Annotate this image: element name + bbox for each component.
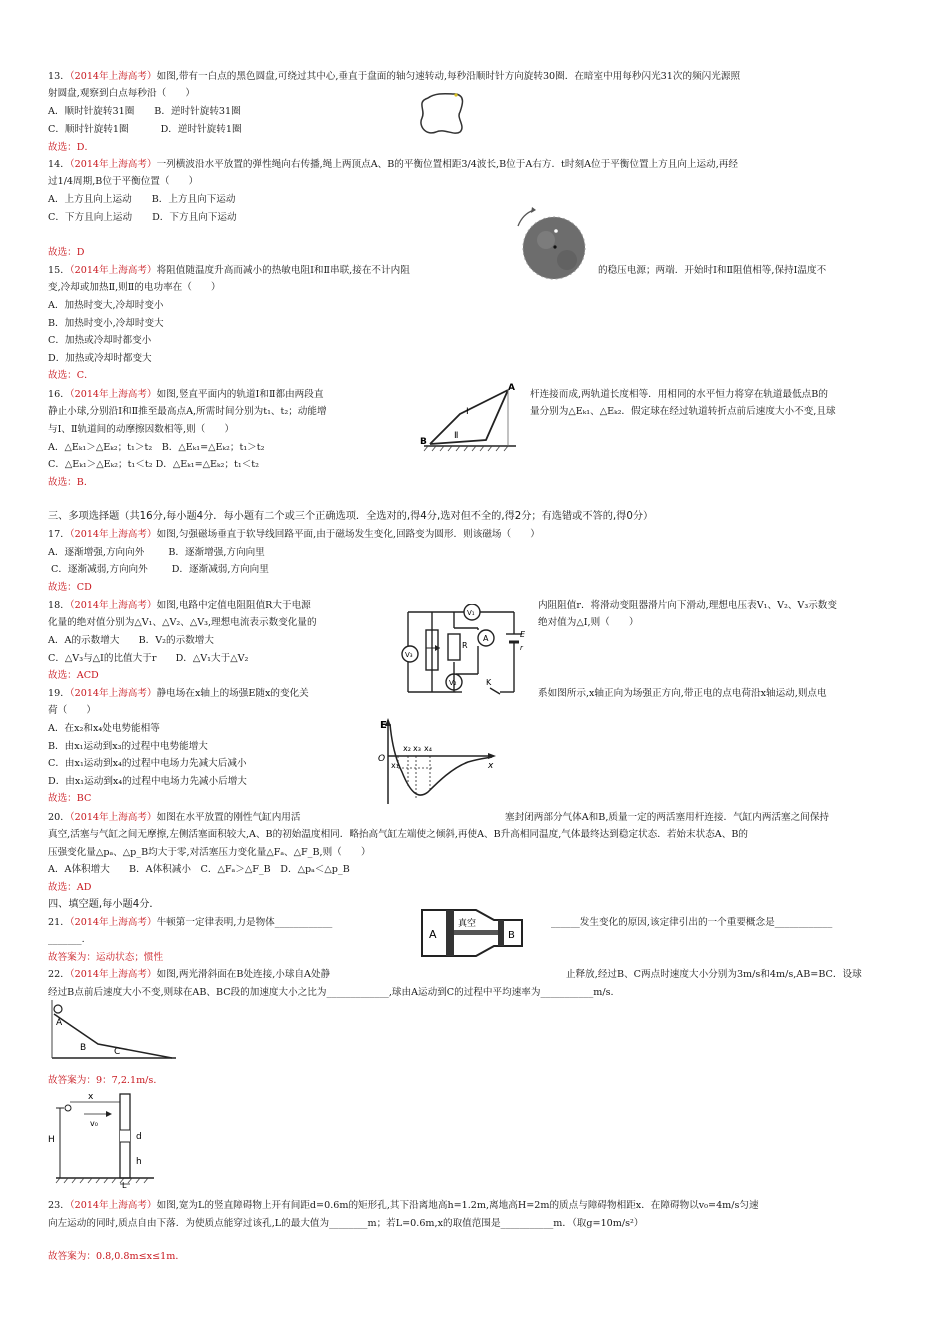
q20-stem-3: 压强变化量△pₐ、△p_B均大于零,对活塞压力变化量△Fₐ、△F_B,则（ ） bbox=[48, 847, 371, 858]
q22-fig-label-a: A bbox=[56, 1018, 63, 1028]
q20-source: （2014年上海高考） bbox=[69, 812, 157, 823]
q23-fig-label-v0: v₀ bbox=[90, 1119, 98, 1128]
cylinder-figure bbox=[418, 906, 530, 960]
q19-answer: 故选：BC bbox=[48, 793, 92, 804]
q18-options-ab: A．A的示数增大 B．V₂的示数增大 bbox=[48, 635, 214, 646]
q19-fig-label-x: x bbox=[488, 761, 494, 771]
q17-source: （2014年上海高考） bbox=[69, 529, 157, 540]
q18-num: 18． bbox=[48, 600, 70, 611]
q16-num: 16． bbox=[48, 389, 70, 400]
q15-option-d: D．加热或冷却时都变大 bbox=[48, 353, 152, 364]
q17-option-d: D．逐渐减弱,方向向里 bbox=[171, 564, 269, 575]
q21-num: 21． bbox=[48, 917, 70, 928]
q13-option-d: D．逆时针旋转1圈 bbox=[160, 124, 242, 135]
q18-fig-label-v3: V₃ bbox=[405, 651, 413, 659]
q15-stem-1b: 的稳压电源；两端．开始时Ⅰ和Ⅱ阻值相等,保持Ⅰ温度不 bbox=[598, 265, 827, 276]
q16-stem-3: 与Ⅰ、Ⅱ轨道间的动摩擦因数相等,则（ ） bbox=[48, 424, 235, 435]
q18-fig-label-k: K bbox=[486, 678, 492, 687]
q13-answer: 故选：D． bbox=[48, 142, 95, 153]
q18-fig-label-v2: V₂ bbox=[449, 679, 457, 687]
q17-line1 bbox=[48, 528, 540, 541]
q18-options-cd: C．△V₃与△I的比值大于r D．△V₁大于△V₂ bbox=[48, 653, 249, 664]
q17-option-b: B．逐渐增强,方向向里 bbox=[168, 547, 265, 558]
q20-num: 20． bbox=[48, 812, 70, 823]
q13-stem-2: 射圆盘,观察到白点每秒沿（ ） bbox=[48, 88, 195, 99]
q21-stem-1a: 牛顿第一定律表明,力是物体____________ bbox=[156, 917, 333, 928]
q14-option-a: A．上方且向上运动 bbox=[48, 194, 132, 205]
q14-stem-1: 一列横波沿水平放置的弹性绳向右传播,绳上两顶点A、B的平衡位置相距3/4波长,B位于A右方．t时刻A位于平衡位置上方且向上运动,再经 bbox=[156, 159, 738, 170]
q14-options-cd bbox=[48, 211, 237, 224]
obstacle-figure bbox=[46, 1090, 156, 1188]
q15-stem-2: 变,冷却或加热Ⅱ,则Ⅱ的电功率在（ ） bbox=[48, 282, 221, 293]
q22-source: （2014年上海高考） bbox=[69, 969, 157, 980]
q16-stem-2a: 静止小球,分别沿Ⅰ和Ⅱ推至最高点A,所需时间分别为t₁、t₂；动能增 bbox=[48, 406, 327, 417]
q18-stem-2a: 化量的绝对值分别为△V₁、△V₂、△V₃,理想电流表示数变化量的 bbox=[48, 617, 317, 628]
q14-options-ab bbox=[48, 193, 236, 206]
q16-fig-label-i: Ⅰ bbox=[466, 407, 469, 417]
q16-line1 bbox=[48, 388, 323, 401]
q16-fig-label-b: B bbox=[420, 437, 427, 447]
q19-num: 19． bbox=[48, 688, 70, 699]
rotating-disc-figure bbox=[512, 204, 588, 282]
q21-fig-label-a: A bbox=[429, 928, 437, 941]
q23-fig-label-h-big: H bbox=[48, 1135, 55, 1145]
q20-stem-1a: 如图在水平放置的刚性气缸内用活 bbox=[156, 812, 301, 823]
e-x-graph-figure bbox=[374, 716, 500, 808]
q16-options-ab: A．△Eₖ₁＞△Eₖ₂；t₁＞t₂ B．△Eₖ₁=△Eₖ₂；t₁＞t₂ bbox=[48, 442, 265, 453]
q13-source: （2014年上海高考） bbox=[69, 71, 157, 82]
q19-fig-label-x3: x₃ bbox=[413, 744, 421, 753]
q21-answer: 故答案为：运动状态；惯性 bbox=[48, 952, 164, 963]
loop-wire-figure bbox=[414, 88, 474, 140]
q19-stem-1a: 静电场在x轴上的场强E随x的变化关 bbox=[156, 688, 309, 699]
q13-options-ab bbox=[48, 105, 241, 118]
q17-options-cd bbox=[51, 563, 269, 576]
q22-stem-1a: 如图,两光滑斜面在B处连接,小球自A处静 bbox=[156, 969, 331, 980]
q16-stem-1b: 杆连接而成,两轨道长度相等．用相同的水平恒力将穿在轨道最低点B的 bbox=[530, 389, 828, 400]
q14-source: （2014年上海高考） bbox=[69, 159, 157, 170]
q21-stem-2: _______. bbox=[48, 934, 85, 945]
q18-line1 bbox=[48, 599, 311, 612]
q18-fig-label-r-small: r bbox=[520, 644, 523, 652]
q16-fig-label-a: A bbox=[508, 383, 515, 393]
q18-fig-label-a: A bbox=[483, 634, 489, 643]
q19-source: （2014年上海高考） bbox=[69, 688, 157, 699]
q22-line1 bbox=[48, 968, 330, 981]
q23-fig-label-l: L bbox=[122, 1181, 127, 1188]
q19-fig-label-x1: x₁ bbox=[391, 761, 399, 770]
q14-num: 14． bbox=[48, 159, 70, 170]
q15-source: （2014年上海高考） bbox=[69, 265, 157, 276]
q23-line1 bbox=[48, 1199, 759, 1212]
q21-stem-1b: ______发生变化的原因,该定律引出的一个重要概念是____________ bbox=[551, 917, 833, 928]
q16-stem-1a: 如图,竖直平面内的轨道Ⅰ和Ⅱ都由两段直 bbox=[156, 389, 324, 400]
q20-line1 bbox=[48, 811, 301, 824]
q15-option-b: B．加热时变小,冷却时变大 bbox=[48, 318, 164, 329]
q23-source: （2014年上海高考） bbox=[69, 1200, 157, 1211]
q22-fig-label-b: B bbox=[80, 1043, 87, 1053]
q17-options-ab bbox=[48, 546, 265, 559]
q14-option-b: B．上方且向下运动 bbox=[151, 194, 236, 205]
q17-num: 17． bbox=[48, 529, 70, 540]
q20-answer: 故选：AD bbox=[48, 882, 92, 893]
q18-answer: 故选：ACD bbox=[48, 670, 99, 681]
q17-answer: 故选：CD bbox=[48, 582, 92, 593]
q21-line1 bbox=[48, 916, 332, 929]
q21-fig-label-b: B bbox=[508, 930, 515, 941]
q19-option-b: B．由x₁运动到x₃的过程中电势能增大 bbox=[48, 741, 208, 752]
q19-option-a: A．在x₂和x₄处电势能相等 bbox=[48, 723, 160, 734]
q14-line1 bbox=[48, 158, 738, 171]
q13-option-a: A．顺时针旋转31圈 bbox=[48, 106, 135, 117]
q13-num: 13． bbox=[48, 71, 70, 82]
q15-num: 15． bbox=[48, 265, 70, 276]
q17-option-a: A．逐渐增强,方向向外 bbox=[48, 547, 145, 558]
q13-stem-1: 如图,带有一白点的黑色圆盘,可绕过其中心,垂直于盘面的轴匀速转动,每秒沿顺时针方向旋转30圈．在暗室中用每秒闪光31次的频闪光源照 bbox=[156, 71, 741, 82]
q13-options-cd bbox=[48, 123, 242, 136]
q14-stem-2: 过1/4周期,B位于平衡位置（ ） bbox=[48, 176, 199, 187]
q19-stem-1b: 系如图所示,x轴正向为场强正方向,带正电的点电荷沿x轴运动,则点电 bbox=[538, 688, 827, 699]
q23-fig-label-d: d bbox=[136, 1132, 142, 1142]
q15-line1 bbox=[48, 264, 410, 277]
q23-stem-1: 如图,宽为L的竖直障碍物上开有间距d=0.6m的矩形孔,其下沿离地高h=1.2m,离地高H=2m的质点与障碍物相距x．在障碍物以v₀=4m/s匀速 bbox=[156, 1200, 759, 1211]
q13-option-b: B．逆时针旋转31圈 bbox=[154, 106, 241, 117]
q14-answer: 故选：D bbox=[48, 247, 85, 258]
q17-stem-1: 如图,匀强磁场垂直于软导线回路平面,由于磁场发生变化,回路变为圆形．则该磁场（ ） bbox=[156, 529, 540, 540]
q18-stem-2b: 绝对值为△I,则（ ） bbox=[538, 617, 639, 628]
q15-answer: 故选：C． bbox=[48, 370, 94, 381]
q14-option-c: C．下方且向上运动 bbox=[48, 212, 133, 223]
q18-stem-1a: 如图,电路中定值电阻阻值R大于电源 bbox=[156, 600, 311, 611]
q19-fig-label-o: O bbox=[378, 754, 386, 764]
q13-option-c: C．顺时针旋转1圈 bbox=[48, 124, 129, 135]
q22-num: 22． bbox=[48, 969, 70, 980]
q23-answer: 故答案为：0.8,0.8m≤x≤1m． bbox=[48, 1251, 185, 1262]
q18-fig-label-v1: V₁ bbox=[467, 609, 475, 617]
q19-line1 bbox=[48, 687, 309, 700]
q16-fig-label-ii: Ⅱ bbox=[454, 431, 459, 441]
q15-option-a: A．加热时变大,冷却时变小 bbox=[48, 300, 164, 311]
q18-source: （2014年上海高考） bbox=[69, 600, 157, 611]
q19-stem-2: 荷（ ） bbox=[48, 705, 96, 716]
circuit-figure bbox=[396, 604, 528, 698]
q20-options: A．A体积增大 B．A体积减小 C．△Fₐ＞△F_B D．△pₐ＜△p_B bbox=[48, 864, 350, 875]
q22-fig-label-c: C bbox=[114, 1047, 121, 1057]
q20-stem-2: 真空,活塞与气缸之间无摩擦,左侧活塞面积较大,A、B的初始温度相同．略抬高气缸左端使之倾斜,再使A、B升高相同温度,气体最终达到稳定状态．若始末状态A、B的 bbox=[48, 829, 748, 840]
q13-line1 bbox=[48, 70, 740, 83]
q16-source: （2014年上海高考） bbox=[69, 389, 157, 400]
track-figure bbox=[420, 380, 520, 452]
q19-fig-label-x4: x₄ bbox=[424, 744, 432, 753]
q18-fig-label-e: E bbox=[520, 630, 526, 639]
q23-num: 23． bbox=[48, 1200, 70, 1211]
q14-option-d: D．下方且向下运动 bbox=[152, 212, 237, 223]
section-3-heading: 三、多项选择题（共16分,每小题4分．每小题有二个或三个正确选项．全选对的,得4分,选对但不全的,得2分；有选错或不答的,得0分） bbox=[48, 511, 654, 522]
q19-fig-label-e: E bbox=[380, 720, 387, 731]
q19-option-d: D．由x₁运动到x₄的过程中电场力先减小后增大 bbox=[48, 776, 247, 787]
q23-stem-2: 向左运动的同时,质点自由下落．为使质点能穿过该孔,L的最大值为________m；若L=0.6m,x的取值范围是___________m．（取g=10m/s²） bbox=[48, 1218, 644, 1229]
q18-fig-label-r-big: R bbox=[462, 641, 468, 650]
q16-stem-2b: 量分别为△Eₖ₁、△Eₖ₂．假定球在经过轨道转折点前后速度大小不变,且球 bbox=[530, 406, 836, 417]
q15-option-c: C．加热或冷却时都变小 bbox=[48, 335, 152, 346]
q23-fig-label-x: x bbox=[88, 1092, 94, 1102]
q20-stem-1b: 塞封闭两部分气体A和B,质量一定的两活塞用杆连接．气缸内两活塞之间保持 bbox=[505, 812, 830, 823]
section-4-heading: 四、填空题,每小题4分． bbox=[48, 899, 160, 910]
q18-stem-1b: 内阻阻值r．将滑动变阻器滑片向下滑动,理想电压表V₁、V₂、V₃示数变 bbox=[538, 600, 837, 611]
q19-fig-label-x2: x₂ bbox=[403, 744, 411, 753]
q17-option-c: C．逐渐减弱,方向向外 bbox=[51, 564, 148, 575]
q22-answer: 故答案为：9：7,2.1m/s． bbox=[48, 1075, 163, 1086]
q16-answer: 故选：B． bbox=[48, 477, 94, 488]
q21-source: （2014年上海高考） bbox=[69, 917, 157, 928]
q22-stem-2: 经过B点前后速度大小不变,则球在AB、BC段的加速度大小之比为_____________,球由A运动到C的过程中平均速率为___________m/s. bbox=[48, 987, 614, 998]
q19-option-c: C．由x₁运动到x₄的过程中电场力先减大后减小 bbox=[48, 758, 247, 769]
q21-fig-label-vacuum: 真空 bbox=[458, 919, 477, 929]
q15-stem-1a: 将阻值随温度升高而减小的热敏电阻Ⅰ和Ⅱ串联,接在不计内阻 bbox=[156, 265, 410, 276]
q22-stem-1b: 止释放,经过B、C两点时速度大小分别为3m/s和4m/s,AB=BC．设球 bbox=[566, 969, 862, 980]
q16-options-cd: C．△Eₖ₁＞△Eₖ₂；t₁＜t₂ D．△Eₖ₁=△Eₖ₂；t₁＜t₂ bbox=[48, 459, 259, 470]
q23-fig-label-h-small: h bbox=[136, 1157, 142, 1167]
slopes-figure bbox=[48, 998, 184, 1062]
